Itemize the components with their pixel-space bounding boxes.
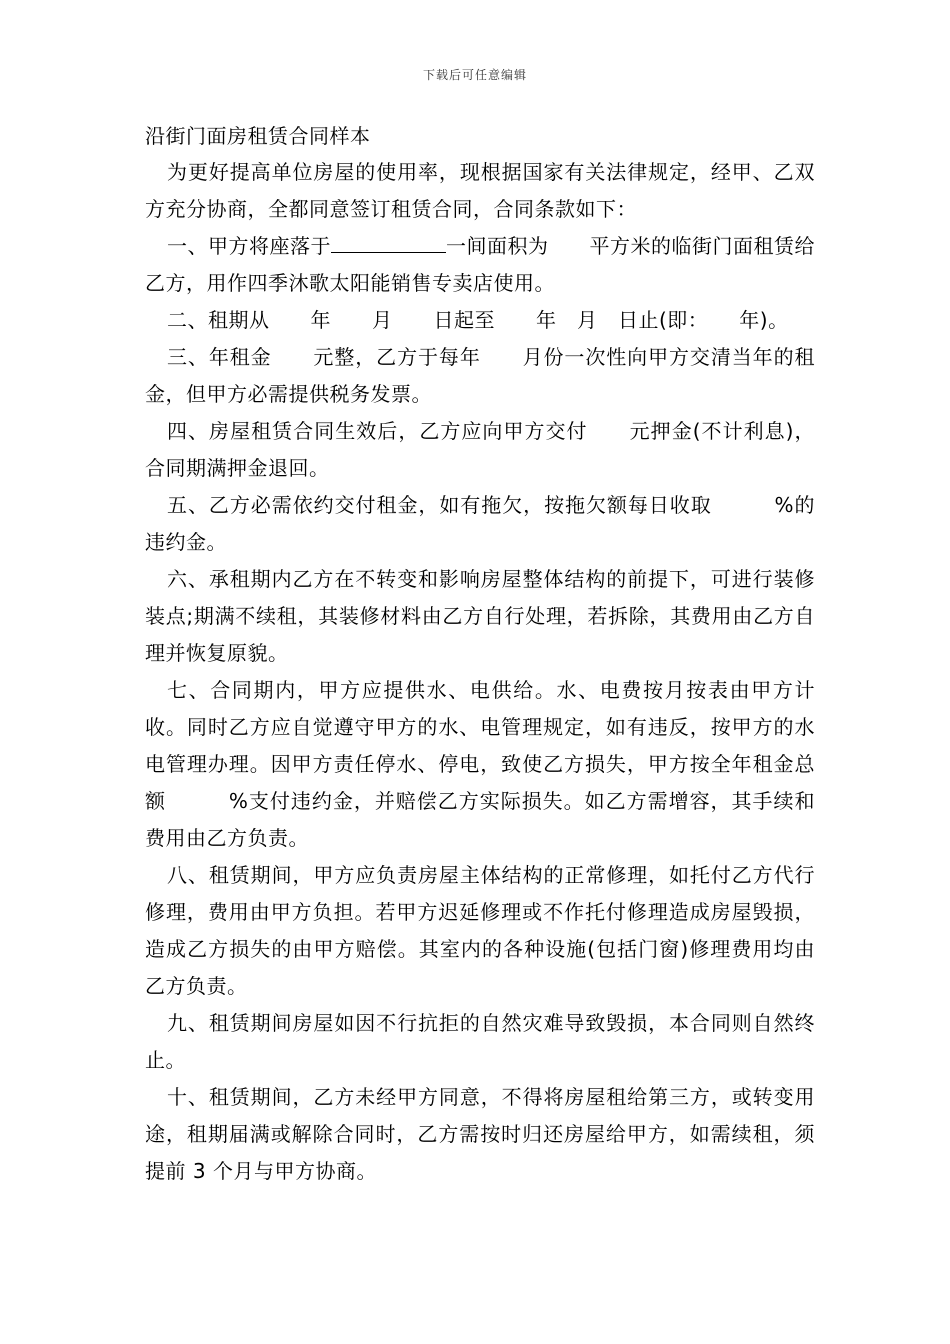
header-note: 下载后可任意编辑: [422, 68, 527, 82]
clause-6: 六、承租期内乙方在不转变和影响房屋整体结构的前提下，可进行装修装点;期满不续租，其装修材料由乙方自行处理，若拆除，其费用由乙方自理并恢复原貌。: [145, 567, 815, 665]
intro-paragraph: 为更好提高单位房屋的使用率，现根据国家有关法律规定，经甲、乙双方充分协商，全都同意签订租赁合同，合同条款如下：: [145, 160, 815, 221]
clause-2: 二、租期从 年 月 日起至 年 月 日止(即： 年)。: [167, 308, 789, 332]
address-blank-line: [331, 234, 446, 253]
document-body: [145, 118, 815, 1190]
clause-10: 十、租赁期间，乙方未经甲方同意，不得将房屋租给第三方，或转变用途，租期届满或解除合同时，乙方需按时归还房屋给甲方，如需续租，须提前 3 个月与甲方协商。: [145, 1085, 815, 1183]
clause-1-text-end: 一间面积为 平方米的临街门面租赁给乙方，用作四季沐歌太阳能销售专卖店使用。: [145, 234, 815, 295]
clause-1: [145, 228, 815, 302]
clause-7: 七、合同期内，甲方应提供水、电供给。水、电费按月按表由甲方计收。同时乙方应自觉遵守甲方的水、电管理规定，如有违反，按甲方的水电管理办理。因甲方责任停水、停电，致使乙方损失，甲方按全年租金总额 %支付违约金，并赔偿乙方实际损失。如乙方需增容，其手续和费用由乙方负责。: [145, 678, 815, 850]
clause-3: 三、年租金 元整，乙方于每年 月份一次性向甲方交清当年的租金，但甲方必需提供税务发票。: [145, 345, 815, 406]
document-title: 沿街门面房租赁合同样本: [145, 124, 371, 148]
clause-1-text-start: 一、甲方将座落于: [167, 234, 331, 258]
clause-9: 九、租赁期间房屋如因不行抗拒的自然灾难导致毁损，本合同则自然终止。: [145, 1011, 815, 1072]
clause-8: 八、租赁期间，甲方应负责房屋主体结构的正常修理，如托付乙方代行修理，费用由甲方负担。若甲方迟延修理或不作托付修理造成房屋毁损，造成乙方损失的由甲方赔偿。其室内的各种设施(包括门窗)修理费用均由乙方负责。: [145, 863, 815, 998]
clause-4: 四、房屋租赁合同生效后，乙方应向甲方交付 元押金(不计利息)，合同期满押金退回。: [145, 419, 815, 480]
clause-5: 五、乙方必需依约交付租金，如有拖欠，按拖欠额每日收取 %的违约金。: [145, 493, 815, 554]
